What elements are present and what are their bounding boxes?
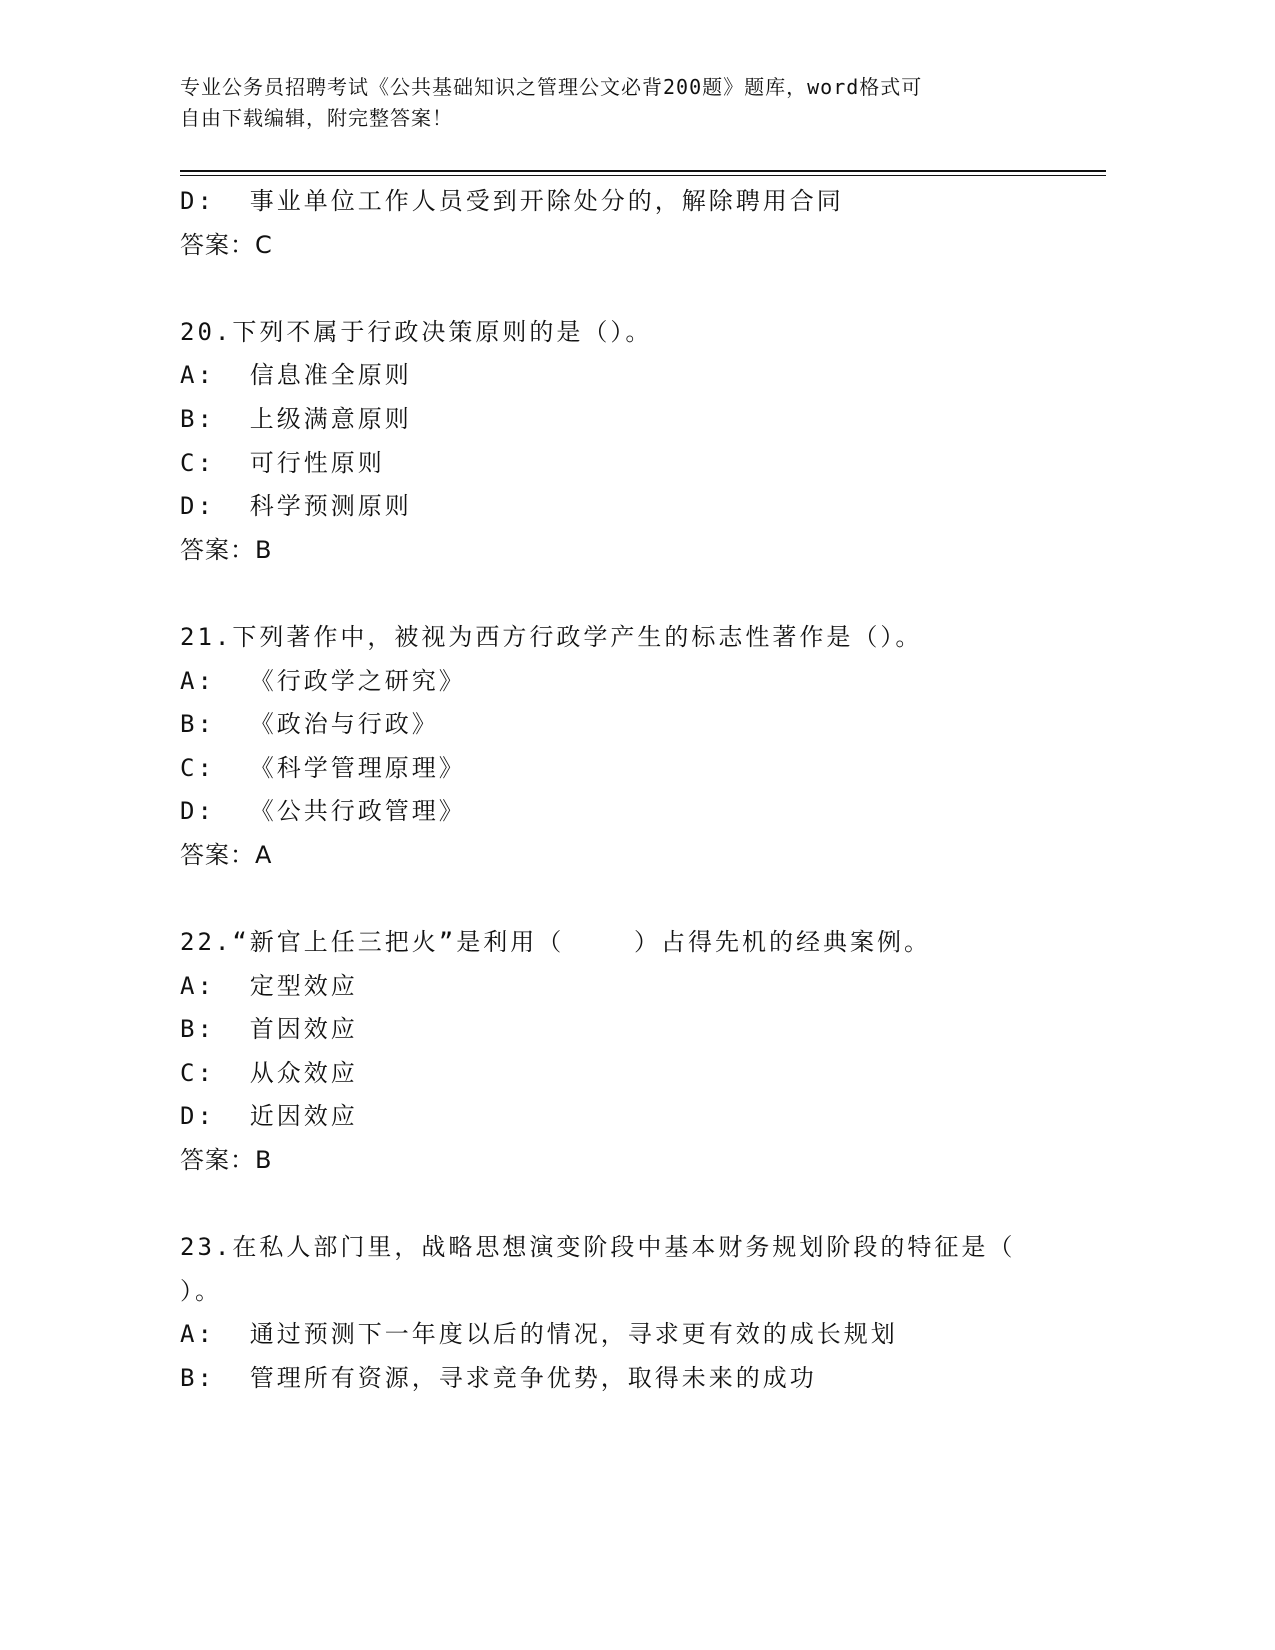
answer: 答案：B <box>180 535 273 564</box>
question-23 <box>180 1226 1110 1400</box>
option-a: A: 信息准全原则 <box>180 361 412 390</box>
option-c: C: 《科学管理原理》 <box>180 753 466 782</box>
question-text: 23.在私人部门里，战略思想演变阶段中基本财务规划阶段的特征是（ <box>180 1233 1016 1262</box>
option-a: A: 《行政学之研究》 <box>180 666 466 695</box>
option-d: D: 近因效应 <box>180 1102 358 1131</box>
question-22 <box>180 921 1110 1183</box>
answer: 答案：A <box>180 840 273 869</box>
option-b: B: 上级满意原则 <box>180 404 412 433</box>
option-d: D: 科学预测原则 <box>180 492 412 521</box>
question-text: 20.下列不属于行政决策原则的是（）。 <box>180 317 653 346</box>
question-text: 21.下列著作中，被视为西方行政学产生的标志性著作是（）。 <box>180 622 923 651</box>
option-a: A: 定型效应 <box>180 971 358 1000</box>
header-line-1: 专业公务员招聘考试《公共基础知识之管理公文必背200题》题库，word格式可 <box>180 75 923 99</box>
option-b: B: 《政治与行政》 <box>180 710 439 739</box>
answer: 答案：B <box>180 1146 273 1175</box>
option-a: A: 通过预测下一年度以后的情况，寻求更有效的成长规划 <box>180 1320 898 1349</box>
question-text: 22.“新官上任三把火”是利用（ ）占得先机的经典案例。 <box>180 928 932 957</box>
option-c: C: 可行性原则 <box>180 448 385 477</box>
header-rule-top <box>180 170 1106 172</box>
document-header <box>180 72 1040 134</box>
option-c: C: 从众效应 <box>180 1058 358 1087</box>
header-rule-bottom <box>180 175 1106 176</box>
question-20 <box>180 311 1110 573</box>
question-text-continued: ）。 <box>180 1276 222 1305</box>
header-line-2: 自由下载编辑，附完整答案！ <box>180 106 453 130</box>
option-b: B: 首因效应 <box>180 1015 358 1044</box>
option-d: D: 事业单位工作人员受到开除处分的，解除聘用合同 <box>180 187 844 215</box>
document-body <box>180 180 1110 1401</box>
answer: 答案：C <box>180 230 273 259</box>
option-d: D: 《公共行政管理》 <box>180 797 466 826</box>
option-b: B: 管理所有资源，寻求竞争优势，取得未来的成功 <box>180 1364 817 1393</box>
question-21 <box>180 616 1110 878</box>
